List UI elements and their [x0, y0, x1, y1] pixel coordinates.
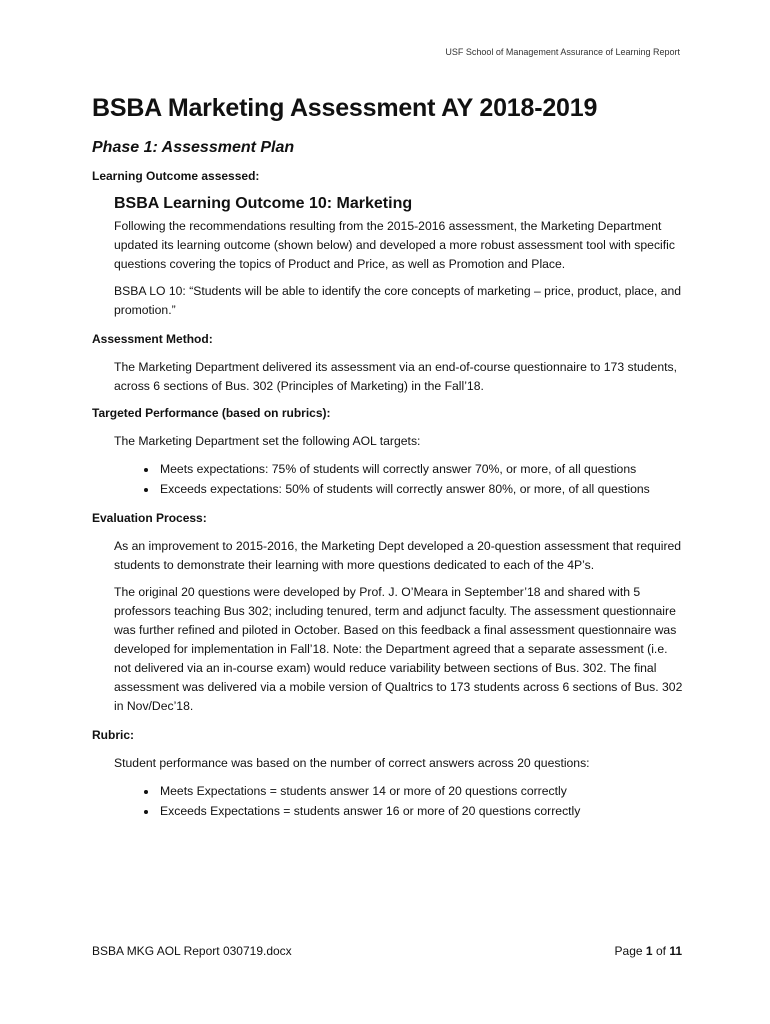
running-header: USF School of Management Assurance of Learning Report [445, 47, 680, 57]
phase-heading: Phase 1: Assessment Plan [92, 138, 295, 156]
evaluation-section [114, 537, 684, 716]
targeted-paragraph: The Marketing Department set the following AOL targets: [114, 433, 421, 448]
outcome-quote: BSBA LO 10: “Students will be able to identify the core concepts of marketing – price, product, place, and promotion.” [114, 283, 682, 317]
targeted-section [114, 432, 684, 451]
outcome-section [114, 217, 684, 320]
method-paragraph: The Marketing Department delivered its assessment via an end-of-course questionnaire to 173 students, across 6 sections of Bus. 302 (Principles of Marketing) in the Fall’18. [114, 359, 677, 393]
method-section [114, 358, 684, 396]
list-item: • Meets expectations: 75% of students will correctly answer 70%, or more, of all questions [158, 459, 684, 479]
rubric-label: Rubric: [92, 727, 134, 742]
outcome-paragraph: Following the recommendations resulting from the 2015-2016 assessment, the Marketing Department updated its learning outcome (shown below) and developed a more robust assessment tool with specific questions covering the topics of Product and Price, as well as Promotion and Place. [114, 218, 675, 271]
targeted-label: Targeted Performance (based on rubrics): [92, 405, 331, 420]
learning-outcome-label: Learning Outcome assessed: [92, 168, 260, 183]
outcome-heading: BSBA Learning Outcome 10: Marketing [114, 194, 413, 212]
footer-filename: BSBA MKG AOL Report 030719.docx [92, 944, 292, 958]
rubric-paragraph: Student performance was based on the number of correct answers across 20 questions: [114, 755, 590, 770]
page-current: 1 [645, 944, 653, 958]
evaluation-label: Evaluation Process: [92, 510, 207, 525]
evaluation-paragraph: As an improvement to 2015-2016, the Marketing Dept developed a 20-question assessment that required students to demonstrate their learning with more questions dedicated to each of the 4P’s. [114, 538, 682, 572]
targets-list [92, 459, 684, 499]
page-number [615, 944, 682, 958]
list-item: • Meets Expectations = students answer 14 or more of 20 questions correctly [158, 781, 684, 801]
rubric-section [114, 754, 684, 773]
document-body [92, 92, 684, 833]
list-item: • Exceeds Expectations = students answer 16 or more of 20 questions correctly [158, 801, 684, 821]
document-title: BSBA Marketing Assessment AY 2018-2019 [92, 94, 598, 122]
page-word: Page [614, 944, 643, 958]
page-total: 11 [669, 944, 682, 958]
page-of: of [655, 944, 666, 958]
evaluation-paragraph: The original 20 questions were developed by Prof. J. O’Meara in September’18 and shared with 5 professors teaching Bus 302; including tenured, term and adjunct faculty. The assessment questionnaire was further refined and piloted in October. Based on this feedback a final assessment questionnaire was developed for implementation in Fall’18. Note: the Department agreed that a separate assessment (i.e. not delivered via an in-course exam) would reduce variability between sections of Bus. 302. The final assessment was delivered via a mobile version of Qualtrics to 173 students across 6 sections of Bus. 302 in Nov/Dec’18. [114, 584, 683, 713]
page-footer [92, 944, 682, 958]
list-item: • Exceeds expectations: 50% of students will correctly answer 80%, or more, of all questions [158, 479, 684, 499]
rubric-list [92, 781, 684, 821]
method-label: Assessment Method: [92, 331, 213, 346]
